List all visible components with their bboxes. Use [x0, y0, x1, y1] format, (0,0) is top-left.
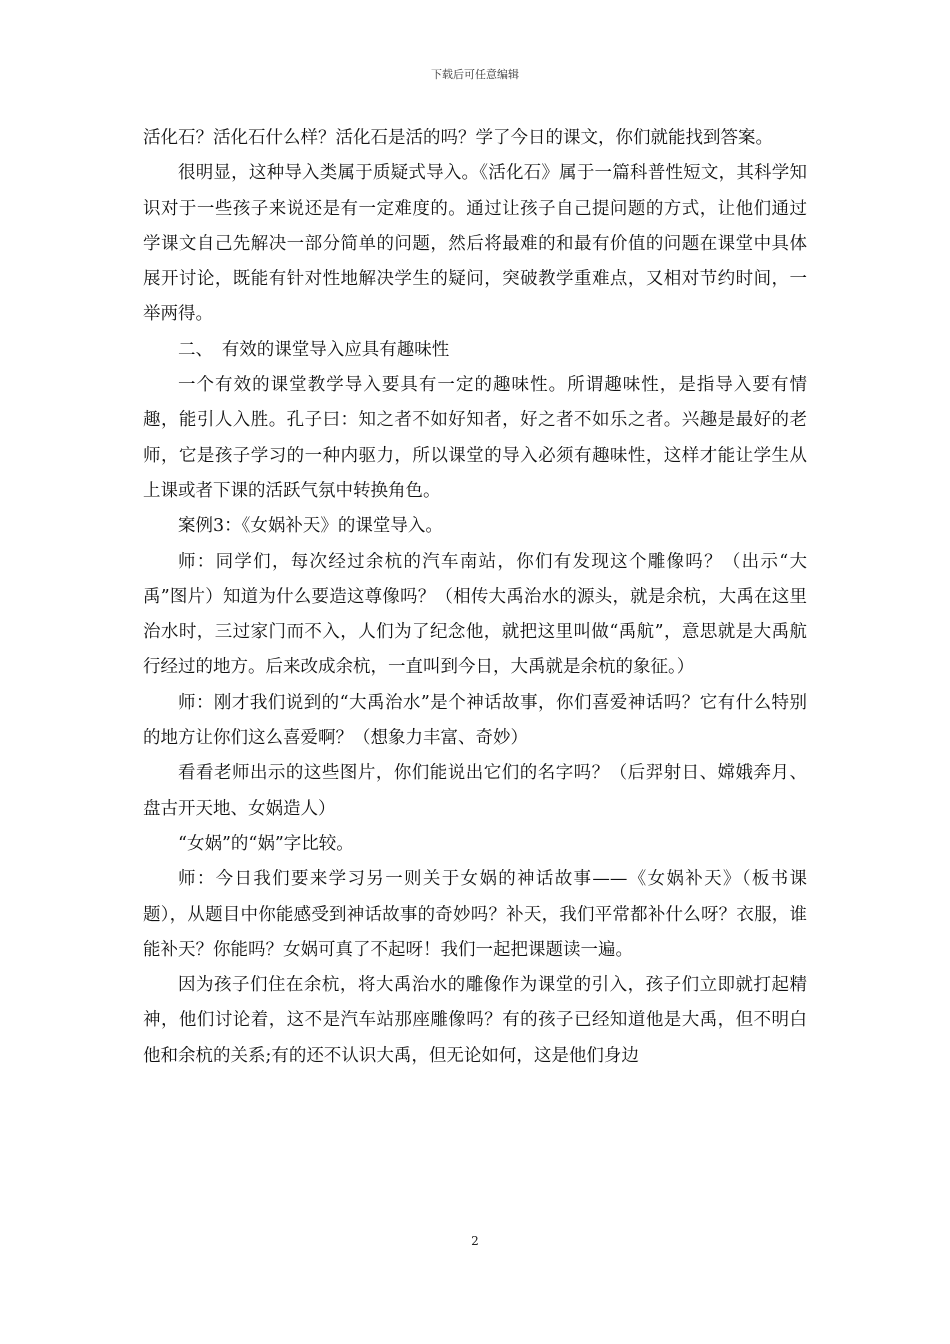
paragraph: 师：同学们，每次经过余杭的汽车南站，你们有发现这个雕像吗？（出示“大禹”图片）知道为什么要造这尊像吗？（相传大禹治水的源头，就是余杭，大禹在这里治水时，三过家门而不入，人们为了纪念他，就把这里叫做“禹航”，意思就是大禹航行经过的地方。后来改成余杭，一直叫到今日，大禹就是余杭的象征。） — [143, 551, 807, 678]
paragraph: 因为孩子们住在余杭，将大禹治水的雕像作为课堂的引入，孩子们立即就打起精神，他们讨论着，这不是汽车站那座雕像吗？有的孩子已经知道他是大禹，但不明白他和余杭的关系;有的还不认识大禹，但无论如何，这是他们身边 — [143, 975, 807, 1066]
paragraph: “女娲”的“娲”字比较。 — [178, 833, 354, 854]
page-number: 2 — [471, 1234, 479, 1248]
paragraph: 师：刚才我们说到的“大禹治水”是个神话故事，你们喜爱神话吗？它有什么特别的地方让你们这么喜爱啊？（想象力丰富、奇妙） — [143, 692, 807, 749]
paragraph: 师：今日我们要来学习另一则关于女娲的神话故事——《女娲补天》（板书课题），从题目中你能感受到神话故事的奇妙吗？补天，我们平常都补什么呀？衣服，谁能补天？你能吗？女娲可真了不起呀！我们一起把课题读一遍。 — [143, 869, 807, 960]
case-title: 案例3：《女娲补天》的课堂导入。 — [178, 516, 443, 537]
paragraph: 活化石？活化石什么样？活化石是活的吗？学了今日的课文，你们就能找到答案。 — [143, 128, 773, 148]
section-heading: 二、 有效的课堂导入应具有趣味性 — [178, 339, 450, 360]
page-header: 下载后可任意编辑 — [431, 68, 519, 81]
paragraph: 看看老师出示的这些图片，你们能说出它们的名字吗？（后羿射日、嫦娥奔月、盘古开天地、女娲造人） — [143, 763, 807, 819]
paragraph: 很明显，这种导入类属于质疑式导入。《活化石》属于一篇科普性短文，其科学知识对于一些孩子来说还是有一定难度的。通过让孩子自己提问题的方式，让他们通过学课文自己先解决一部分简单的问题，然后将最难的和最有价值的问题在课堂中具体展开讨论，既能有针对性地解决学生的疑问，突破教学重难点，又相对节约时间，一举两得。 — [143, 163, 807, 325]
document-body — [143, 121, 807, 1074]
paragraph: 一个有效的课堂教学导入要具有一定的趣味性。所谓趣味性，是指导入要有情趣，能引人入胜。孔子曰：知之者不如好知者，好之者不如乐之者。兴趣是最好的老师，它是孩子学习的一种内驱力，所以课堂的导入必须有趣味性，这样才能让学生从上课或者下课的活跃气氛中转换角色。 — [143, 375, 807, 501]
